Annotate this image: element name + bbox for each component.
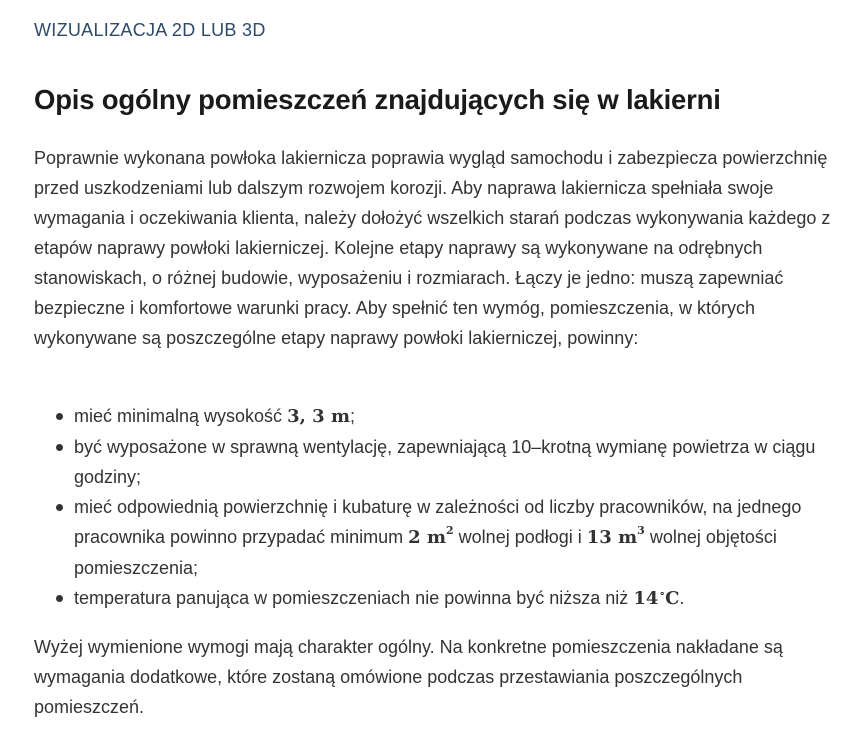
list-item-ventilation xyxy=(74,432,854,492)
closing-paragraph: Wyżej wymienione wymogi mają charakter ogólny. Na konkretne pomieszczenia nakładane są wymagania dodatkowe, które zostaną omówione podczas przestawiania poszczególnych pomieszczeń. xyxy=(34,637,783,717)
volume-formula xyxy=(586,524,645,548)
temperature-formula xyxy=(633,588,679,609)
height-value: 3, 3 xyxy=(287,406,325,427)
intro-paragraph: Poprawnie wykonana powłoka lakiernicza poprawia wygląd samochodu i zabezpiecza powierzchnię przed uszkodzeniami lub dalszym rozwojem korozji. Aby naprawa lakiernicza spełniała swoje wymagania i oczekiwania klienta, należy dołożyć wszelkich starań podczas wykonywania każdego z etapów naprawy powłoki lakierniczej. Kolejne etapy naprawy są wykonywane na odrębnych stanowiskach, o różnej budowie, wyposażeniu i rozmiarach. Łączy je jedno: muszą zapewniać bezpieczne i komfortowe warunki pracy. Aby spełnić ten wymóg, pomieszczenia, w których wykonywane są poszczególne etapy naprawy powłoki lakierniczej, powinny: xyxy=(34,148,831,348)
category-label: WIZUALIZACJA 2D LUB 3D xyxy=(34,20,266,40)
area-text-end: wolnej objętości pomieszczenia; xyxy=(74,527,777,578)
height-text: mieć minimalną wysokość xyxy=(74,406,288,426)
temperature-value: 14 xyxy=(633,588,659,609)
page-title: Opis ogólny pomieszczeń znajdujących się w lakierni xyxy=(34,84,721,115)
volume-unit: m xyxy=(618,527,638,548)
volume-exponent: 3 xyxy=(637,524,645,537)
requirements-list xyxy=(34,401,854,616)
degree-symbol: ∘ xyxy=(659,587,666,600)
height-text-end: ; xyxy=(349,406,355,426)
height-unit: m xyxy=(330,406,350,427)
area-text: mieć odpowiednią powierzchnię i kubaturę w zależności od liczby pracowników, na jednego pracownika powinno przypadać minimum xyxy=(74,497,802,547)
volume-value: 13 xyxy=(586,527,612,548)
area-text-middle: wolnej podłogi i xyxy=(453,527,587,547)
list-item-temperature xyxy=(74,583,854,616)
height-formula xyxy=(287,406,350,427)
temperature-unit: C xyxy=(665,588,680,609)
list-item-area xyxy=(74,492,854,583)
floor-exponent: 2 xyxy=(446,524,454,537)
floor-value: 2 xyxy=(408,527,421,548)
floor-formula xyxy=(408,524,454,548)
temperature-text: temperatura panująca w pomieszczeniach nie powinna być niższa niż xyxy=(74,588,634,608)
list-item-height xyxy=(74,401,854,432)
ventilation-text: być wyposażone w sprawną wentylację, zapewniającą 10–krotną wymianę powietrza w ciągu godziny; xyxy=(74,437,816,487)
floor-unit: m xyxy=(426,527,447,548)
temperature-text-end: . xyxy=(679,588,685,608)
